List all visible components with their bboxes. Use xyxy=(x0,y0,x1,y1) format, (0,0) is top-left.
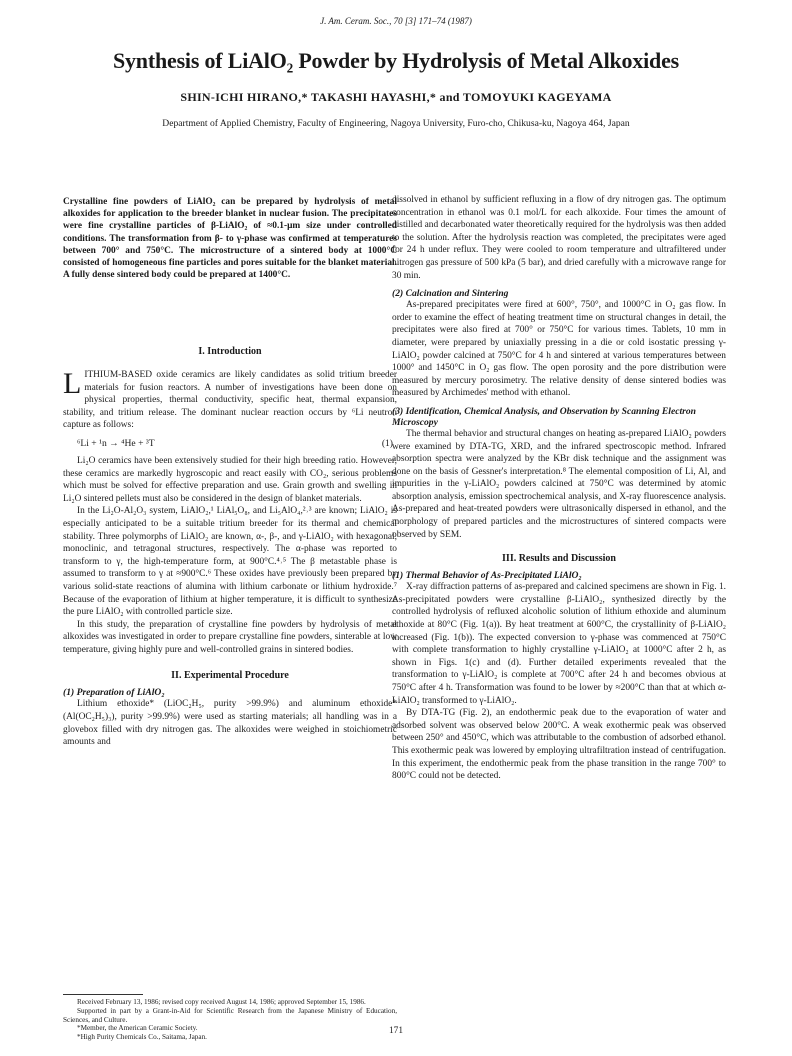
section-heading-experimental: II. Experimental Procedure xyxy=(171,670,289,682)
subheading-calcination: (2) Calcination and Sintering xyxy=(392,288,509,300)
affiliation: Department of Applied Chemistry, Faculty of Engineering, Nagoya University, Furo-cho, Chikusa-ku, Nagoya 464, Japan xyxy=(162,118,630,129)
drop-cap: L xyxy=(63,367,82,400)
footnote-member: *Member, the American Ceramic Society. xyxy=(77,1024,198,1033)
intro-lead-word: ITHIUM-BASED xyxy=(84,370,153,380)
subheading-identification: (3) Identification, Chemical Analysis, and Observation by Scanning Electron Microscopy xyxy=(392,405,697,428)
abstract xyxy=(63,196,397,281)
abstract-text: Crystalline fine powders of LiAlO₂ can be prepared by hydrolysis of metal alkoxides for application to the breeder blanket in nuclear fusion. The precipitates were fine crystalline particles of β-LiAlO₂ of ≈0.1-μm size under controlled conditions. The transformation from β- to γ-phase was confirmed at temperatures between 700° and 750°C. The microstructure of a sintered body at 1000°C consisted of homogeneous fine particles and pores suitable for the blanket material. A fully dense sintered body could be prepared at 1400°C. xyxy=(63,197,397,281)
equation-body: ⁶Li + ¹n → ⁴He + ³T xyxy=(77,437,155,449)
results-paragraph-1: X-ray diffraction patterns of as-prepared and calcined specimens are shown in Fig. 1. As-precipitated powders were crystalline β-LiAlO₂, synthesized directly by the controlled hydrolysis of refluxed alcoholic solution of lithium ethoxide and aluminum ethoxide at 80°C (Fig. 1(a)). By heat treatment at 600°C, the crystallinity of β-LiAlO₂ increased (Fig. 1(b)). The expected conversion to γ-phase was commenced at 750°C with complete transformation to highly crystalline γ-LiAlO₂ at 1000°C after 2 h, as shown in Figs. 1(c) and (d). Further detailed experiments revealed that the transformation to γ-LiAlO₂ is complete at 700°C after 24 h and becomes obvious at 750°C after 4 h. Transformation was found to be lower by ≈200°C than that at which α-LiAlO₂ transformed to γ-LiAlO₂. xyxy=(392,582,726,706)
left-column xyxy=(63,346,397,749)
paper-title: Synthesis of LiAlO₂ Powder by Hydrolysis of Metal Alkoxides xyxy=(112,48,680,73)
section-heading-introduction: I. Introduction xyxy=(198,346,262,357)
equation-number: (1) xyxy=(381,437,393,449)
intro-paragraph-1 xyxy=(63,369,397,432)
results-paragraph-2: By DTA-TG (Fig. 2), an endothermic peak due to the evaporation of water and adsorbed solvent was observed below 200°C. A weak exothermic peak was observed between 250° and 450°C, which was attributable to the combustion of adsorbed ethanol. This exothermic peak was lowered by employing ultrafiltration instead of centrifugation. In this experiment, the endothermic peak from the phase transition in the range 700° to 800°C could not be detected. xyxy=(392,708,726,782)
footnote-received: Received February 13, 1986; revised copy received August 14, 1986; approved September 15, 1986. xyxy=(77,998,366,1006)
footnote-support: Supported in part by a Grant-in-Aid for Scientific Research from the Japanese Ministry of Education, Sciences, and Culture. xyxy=(63,1006,397,1024)
section-heading-results: III. Results and Discussion xyxy=(502,553,616,565)
author-list: SHIN-ICHI HIRANO,* TAKASHI HAYASHI,* and TOMOYUKI KAGEYAMA xyxy=(180,90,612,104)
experimental-paragraph-2: As-prepared precipitates were fired at 600°, 750°, and 1000°C in O₂ gas flow. In order to examine the effect of heating treatment time on structural changes in detail, the precipitates were also fired at 700° or 750°C for various times. Tablets, 10 mm in diameter, were prepared by uniaxially pressing in a die or cold isostatic pressing γ-LiAlO₂ powder calcined at 750°C for 4 h and sintered at various temperatures between 1000° and 1450°C in O₂ gas flow. The open porosity and the pore distribution were measured by mercury porosimetry. The relative density of dense sintered bodies was measured by Archimedes' method with ethanol. xyxy=(392,300,726,399)
journal-citation: J. Am. Ceram. Soc., 70 [3] 171–74 (1987) xyxy=(320,16,472,26)
intro-paragraph-4: In this study, the preparation of crystalline fine powders by hydrolysis of metal alkoxides was investigated in order to prepare crystalline fine powders, sinterable at low temperature, giving highly pure and well-controlled grains in sintered bodies. xyxy=(63,619,397,655)
footnote-divider xyxy=(63,994,143,995)
subheading-thermal-behavior: (1) Thermal Behavior of As-Precipitated LiAlO₂ xyxy=(392,570,582,582)
right-column xyxy=(392,194,726,783)
experimental-paragraph-1-continued: dissolved in ethanol by sufficient refluxing in a flow of dry nitrogen gas. The optimum concentration in ethanol was 0.1 mol/L for each alkoxide. Four times the amount of distilled and decarbonated water theoretically required for the hydrolysis was then added to the solution. After the hydrolysis reaction was completed, the precipitates were aged for 24 h under reflux. They were cooled to room temperature and ultrafiltered under nitrogen gas pressure of 500 kPa (5 bar), and dried carefully with a microwave range for 30 min. xyxy=(392,195,726,281)
intro-paragraph-2: Li₂O ceramics have been extensively studied for their high breeding ratio. However, these ceramics are markedly hygroscopic and react easily with CO₂, serious problems which must be solved for effective preparation and use. Grain growth and swelling in Li₂O sintered pellets must also be considered in the design of blanket materials. xyxy=(63,455,397,504)
intro-paragraph-3: In the Li₂O-Al₂O₃ system, LiAlO₂,¹ LiAl₅O₈, and Li₅AlO₄,²˒³ are known; LiAlO₂ is especially anticipated to be a suitable tritium breeder for its thermal and chemical stability. Three polymorphs of LiAlO₂ are known, α-, β-, and γ-LiAlO₂ with hexagonal, monoclinic, and tetragonal structures, respectively. The α-phase was reported to transform to γ, the high-temperature form, at 900°C.⁴˒⁵ The β metastable phase is assumed to transform to γ at ≈900°C.⁶ These oxides have previously been prepared by various solid-state reactions of alumina with lithium carbonate or lithium hydroxide.⁷ Because of the evaporation of lithium at higher temperature, it is difficult to synthesize the pure LiAlO₂ with controlled particle size. xyxy=(63,506,397,618)
experimental-paragraph-1: Lithium ethoxide* (LiOC₂H₅, purity >99.9%) and aluminum ethoxide* (Al(OC₂H₅)₃), purity >99.9%) were used as starting materials; all handling was in a glovebox filled with dry nitrogen gas. The alkoxides were weighed in stoichiometric amounts and xyxy=(63,699,397,748)
equation-1 xyxy=(63,438,397,449)
footnote-chemicals: *High Purity Chemicals Co., Saitama, Japan. xyxy=(77,1033,207,1042)
experimental-paragraph-3: The thermal behavior and structural changes on heating as-prepared LiAlO₂ powders were examined by DTA-TG, XRD, and the infrared spectroscopic method. Infrared absorption spectra were analyzed by the KBr disk technique and the assignment was done on the basis of Gessner's interpretation.⁸ The elemental composition of Li, Al, and impurities in the γ-LiAlO₂ powders calcined at 750°C was determined by atomic absorption analysis, emission spectrochemical analysis, and X-ray fluorescence analysis. As-prepared and heat-treated powders were ultrasonically dispersed in ethanol, and the morphology of prepared particles and the microstructures of sintered compacts were observed by SEM. xyxy=(392,428,726,540)
intro-paragraph-1-text: oxide ceramics are likely candidates as solid tritium breeder materials for fusion reactors. A number of investigations have been done on physical properties, thermal conductivity, specific heat, thermal expansion, stability, and tritium release. The dominant nuclear reaction occurs by ⁶Li neutron capture as follows: xyxy=(63,370,397,431)
subheading-preparation: (1) Preparation of LiAlO₂ xyxy=(63,687,165,699)
page-number: 171 xyxy=(388,1026,404,1036)
